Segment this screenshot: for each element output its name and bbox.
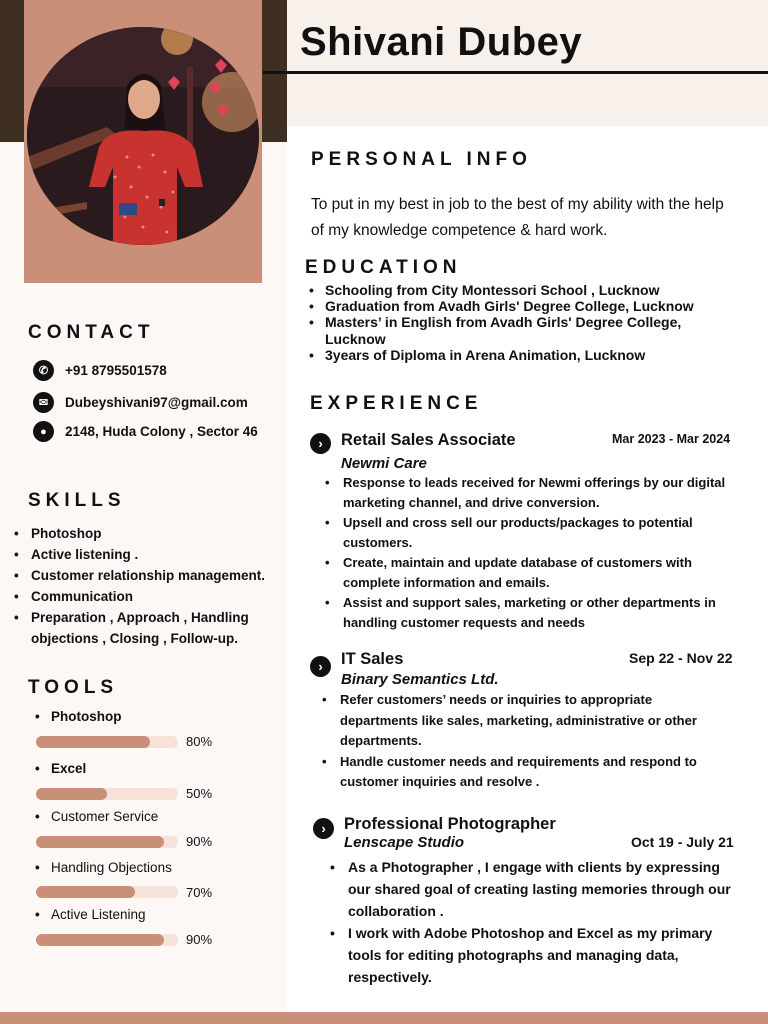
email-icon: ✉ <box>33 392 54 413</box>
job-bullet: • As a Photographer , I engage with clients by expressing our shared goal of creating lasting memories through our collaboration . <box>330 856 735 922</box>
address-text: 2148, Huda Colony , Sector 46 <box>65 424 258 439</box>
tool-name: • Handling Objections <box>35 860 235 875</box>
chevron-right-icon: › <box>310 433 331 454</box>
job-bullet: • Assist and support sales, marketing or other departments in handling customer requests and needs <box>325 593 730 633</box>
skill-item: • Customer relationship management. <box>14 565 286 586</box>
job-title: Professional Photographer <box>344 815 556 833</box>
job-dates: Oct 19 - July 21 <box>631 834 734 850</box>
tool-percent: 50% <box>186 786 213 801</box>
job-dates: Sep 22 - Nov 22 <box>629 650 733 666</box>
skill-item: • Photoshop <box>14 523 286 544</box>
contact-address <box>33 421 258 442</box>
education-item: • Schooling from City Montessori School , Lucknow <box>309 282 729 298</box>
skill-item: • Communication <box>14 586 286 607</box>
job-title: IT Sales <box>341 650 404 668</box>
education-list <box>309 282 729 363</box>
tool-progress-bar <box>36 788 178 800</box>
tool-percent: 80% <box>186 734 213 749</box>
tool-progress-bar <box>36 934 178 946</box>
education-item: • 3years of Diploma in Arena Animation, Lucknow <box>309 347 729 363</box>
contact-phone <box>33 360 167 381</box>
location-pin-icon: ● <box>33 421 54 442</box>
skill-item: • Active listening . <box>14 544 286 565</box>
tool-progress-fill <box>36 788 107 800</box>
experience-heading: EXPERIENCE <box>310 393 483 414</box>
tool-photoshop <box>35 709 235 749</box>
job-bullets <box>330 856 735 988</box>
job-bullet: • Upsell and cross sell our products/packages to potential customers. <box>325 513 730 553</box>
job-bullet: • I work with Adobe Photoshop and Excel as my primary tools for editing photographs and managing data, respectively. <box>330 922 735 988</box>
phone-icon: ✆ <box>33 360 54 381</box>
personal-info-text: To put in my best in job to the best of my ability with the help of my knowledge competence & hard work. <box>311 196 724 239</box>
tool-excel <box>35 761 235 801</box>
job-company: Newmi Care <box>341 455 427 472</box>
email-address: Dubeyshivani97@gmail.com <box>65 395 248 410</box>
job-bullets <box>325 473 730 633</box>
tool-progress-fill <box>36 836 164 848</box>
tool-progress-bar <box>36 886 178 898</box>
tool-progress-bar <box>36 836 178 848</box>
job-company: Lenscape Studio <box>344 834 465 851</box>
tool-active-listening <box>35 907 235 947</box>
skill-item: • Preparation , Approach , Handling objections , Closing , Follow-up. <box>14 607 286 649</box>
job-bullet: • Refer customers’ needs or inquiries to appropriate departments like sales, marketing, administrative or other departments. <box>322 690 727 752</box>
tool-name: • Photoshop <box>35 709 235 724</box>
profile-photo <box>27 27 259 245</box>
skills-heading: SKILLS <box>28 490 126 511</box>
education-item: • Graduation from Avadh Girls' Degree College, Lucknow <box>309 298 729 314</box>
contact-email <box>33 392 248 413</box>
job-company: Binary Semantics Ltd. <box>341 671 499 688</box>
tool-percent: 70% <box>186 885 213 900</box>
chevron-right-icon: › <box>313 818 334 839</box>
tool-progress-fill <box>36 934 164 946</box>
tool-progress-fill <box>36 736 150 748</box>
job-bullet: • Handle customer needs and requirements and respond to customer inquiries and resolve . <box>322 752 727 793</box>
job-dates: Mar 2023 - Mar 2024 <box>612 432 731 446</box>
tool-percent: 90% <box>186 834 213 849</box>
tool-name: • Customer Service <box>35 809 235 824</box>
contact-heading: CONTACT <box>28 322 155 343</box>
personal-info-heading: PERSONAL INFO <box>311 149 532 170</box>
tool-name: • Active Listening <box>35 907 235 922</box>
tools-heading: TOOLS <box>28 677 119 698</box>
education-item: • Masters’ in English from Avadh Girls' Degree College, Lucknow <box>309 314 729 346</box>
chevron-right-icon: › <box>310 656 331 677</box>
tool-percent: 90% <box>186 932 213 947</box>
job-bullets <box>322 690 727 793</box>
resume-name: Shivani Dubey <box>300 20 583 64</box>
tool-name: • Excel <box>35 761 235 776</box>
education-heading: EDUCATION <box>305 257 462 278</box>
tool-customer-service <box>35 809 235 849</box>
tool-progress-bar <box>36 736 178 748</box>
tool-handling-objections <box>35 860 235 900</box>
bottom-accent-bar <box>0 1012 768 1024</box>
job-title: Retail Sales Associate <box>341 431 516 449</box>
name-divider <box>263 71 768 74</box>
job-bullet: • Response to leads received for Newmi offerings by our digital marketing channel, and drive conversion. <box>325 473 730 513</box>
phone-number: +91 8795501578 <box>65 363 167 378</box>
skills-list <box>14 523 286 649</box>
job-bullet: • Create, maintain and update database of customers with complete information and emails. <box>325 553 730 593</box>
tool-progress-fill <box>36 886 135 898</box>
